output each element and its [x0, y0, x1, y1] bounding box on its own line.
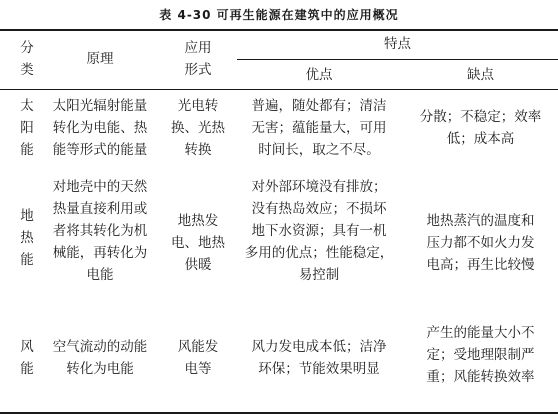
header-principle: 原理 [86, 51, 114, 67]
row-geothermal-disadvantages: 地热蒸汽的温度和 压力都不如火力发 电高；再生比较慢 [426, 213, 535, 273]
header-bottom-rule [0, 89, 558, 90]
row-solar-category: 太 阳 能 [20, 98, 34, 158]
table-caption: 表 4-30 可再生能源在建筑中的应用概况 [159, 8, 399, 22]
header-advantages: 优点 [305, 67, 333, 83]
header-category: 分 类 [20, 40, 34, 78]
header-form: 应用 形式 [184, 40, 212, 78]
table-bottom-rule [0, 412, 558, 414]
row-solar-disadvantages: 分散；不稳定；效率 低；成本高 [419, 109, 542, 147]
row-wind-advantages: 风力发电成本低；洁净 环保；节能效果明显 [251, 339, 387, 377]
row-solar-form: 光电转 换、光热 转换 [171, 98, 225, 158]
header-disadvantages: 缺点 [467, 67, 494, 83]
row-geothermal-form: 地热发 电、地热 供暖 [171, 213, 225, 273]
row-solar-principle: 太阳光辐射能量 转化为电能、热 能等形式的能量 [52, 98, 148, 158]
row-wind-disadvantages: 产生的能量大小不 定；受地理限制严 重；风能转换效率 [426, 325, 535, 385]
row-wind-category: 风 能 [20, 339, 34, 377]
features-sub-rule [237, 59, 558, 60]
row-geothermal-category: 地 热 能 [20, 208, 34, 268]
row-wind-form: 风能发 电等 [177, 339, 219, 377]
row-geothermal-advantages: 对外部环境没有排放； 没有热岛效应；不损坏 地下水资源；具有一机 多用的优点；性能稳定， 易控制 [244, 179, 394, 283]
row-geothermal-principle: 对地壳中的天然 热量直接利用或 者将其转化为机 械能，再转化为 电能 [52, 179, 148, 283]
row-solar-advantages: 普遍，随处都有；清洁 无害；蕴能量大，可用 时间长，取之不尽。 [251, 98, 387, 158]
row-wind-principle: 空气流动的动能 转化为电能 [52, 339, 148, 377]
header-features: 特点 [384, 36, 411, 52]
table-top-rule [0, 29, 558, 31]
